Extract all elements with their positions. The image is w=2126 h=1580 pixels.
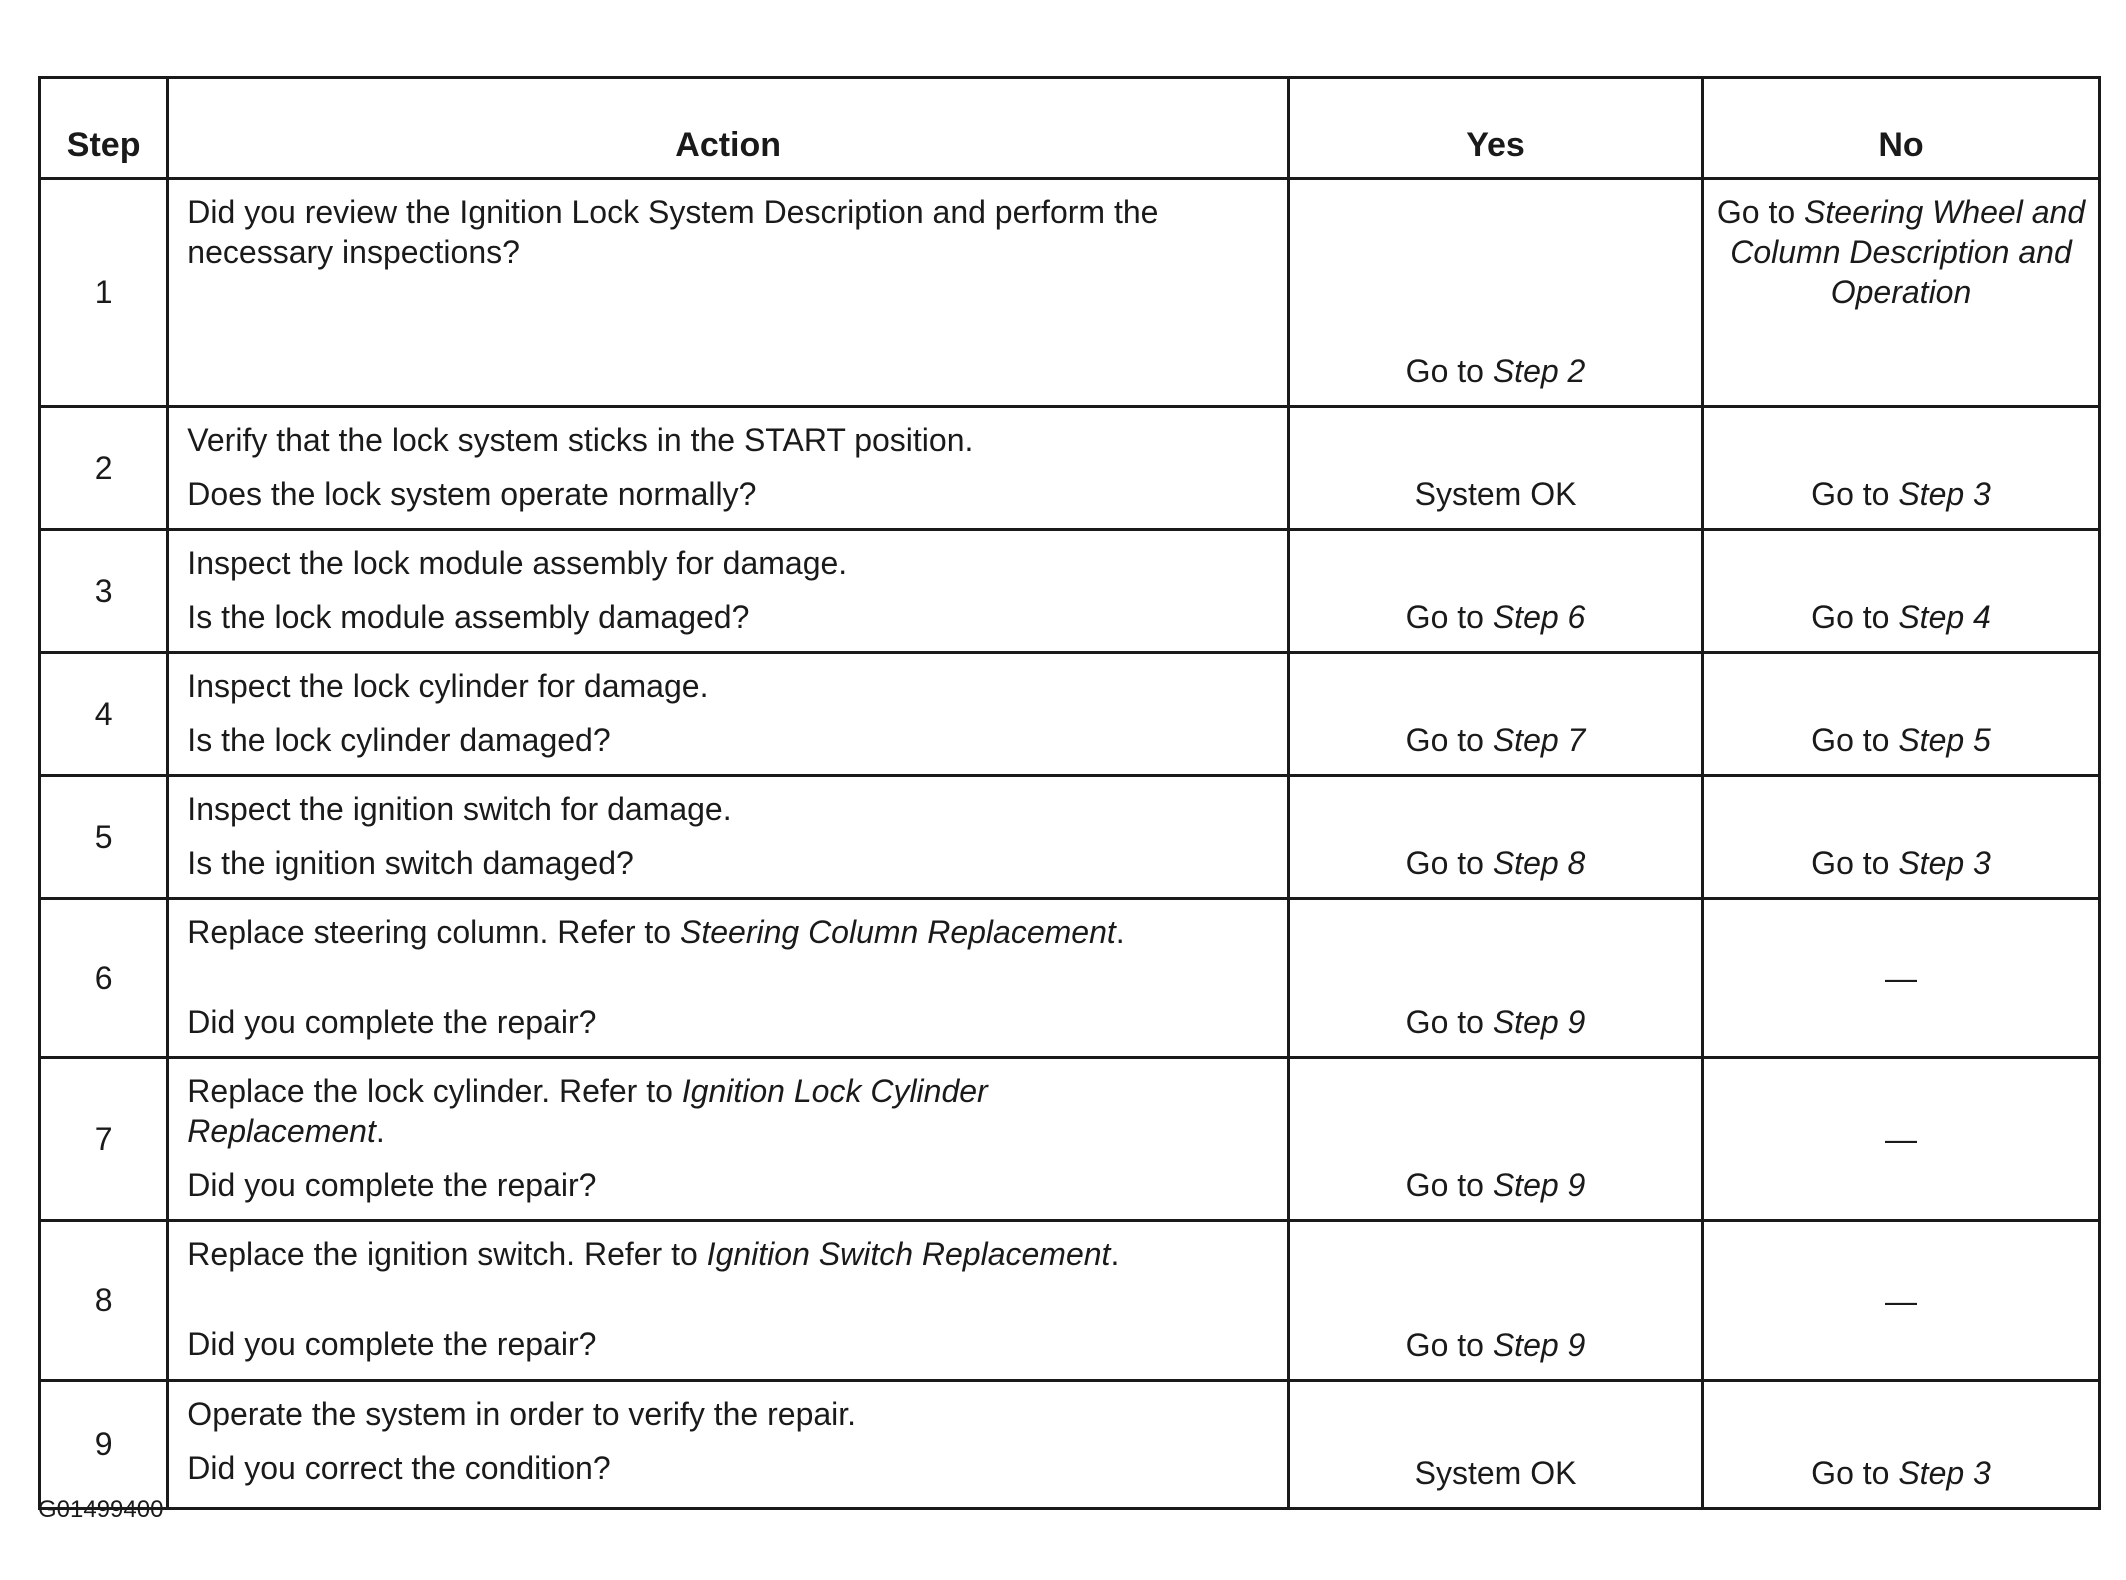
no-cell [1703, 179, 2100, 407]
table-row [40, 776, 2100, 899]
yes-cell [1289, 1221, 1703, 1381]
header-action: Action [168, 78, 1289, 179]
action-text: Verify that the lock system sticks in the START position. [187, 422, 974, 458]
yes-prefix: Go to [1405, 845, 1493, 881]
action-text [187, 912, 1271, 952]
action-suffix: . [1115, 914, 1125, 950]
yes-prefix: Go to [1405, 1167, 1493, 1203]
no-cell [1703, 1221, 2100, 1381]
action-cell [168, 407, 1289, 530]
no-prefix: Go to [1716, 194, 1805, 230]
action-prefix: Replace steering column. Refer to [187, 914, 680, 950]
table-row [40, 179, 2100, 407]
yes-prefix: System OK [1414, 476, 1577, 512]
action-cell [168, 1058, 1289, 1221]
action-prefix: Replace the lock cylinder. Refer to [187, 1073, 682, 1109]
step-number: 6 [40, 899, 168, 1058]
action-question: Is the ignition switch damaged? [187, 845, 634, 881]
step-number: 4 [40, 653, 168, 776]
action-text: Inspect the lock cylinder for damage. [187, 668, 709, 704]
table-row [40, 407, 2100, 530]
table-row [40, 1381, 2100, 1509]
no-ref: Step 5 [1898, 722, 1991, 758]
yes-ref: Step 6 [1492, 599, 1586, 635]
action-cell [168, 1221, 1289, 1381]
no-cell [1703, 653, 2100, 776]
action-cell [168, 179, 1289, 407]
no-prefix: Go to [1811, 722, 1899, 758]
header-step: Step [40, 78, 168, 179]
yes-prefix: Go to [1405, 1004, 1493, 1040]
action-text: Operate the system in order to verify the repair. [187, 1396, 857, 1432]
no-prefix: Go to [1811, 476, 1899, 512]
table-header-row [40, 78, 2100, 179]
action-ref: Ignition Lock Cylinder Replacement [187, 1073, 988, 1149]
table-row [40, 899, 2100, 1058]
yes-cell [1289, 530, 1703, 653]
yes-ref: Step 7 [1492, 722, 1586, 758]
action-cell [168, 530, 1289, 653]
table-row [40, 653, 2100, 776]
action-cell [168, 653, 1289, 776]
yes-ref: Step 8 [1492, 845, 1586, 881]
no-prefix: Go to [1811, 1455, 1899, 1491]
step-number: 3 [40, 530, 168, 653]
no-cell [1703, 776, 2100, 899]
yes-ref: Step 2 [1492, 353, 1586, 389]
no-cell [1703, 1058, 2100, 1221]
yes-cell [1289, 776, 1703, 899]
header-no: No [1703, 78, 2100, 179]
step-number: 9 [40, 1381, 168, 1509]
action-suffix: . [375, 1113, 385, 1149]
yes-ref: Step 9 [1492, 1004, 1586, 1040]
no-dash: — [1885, 1121, 1917, 1157]
action-text [187, 1071, 1271, 1151]
yes-ref: Step 9 [1492, 1327, 1586, 1363]
no-ref: Step 3 [1898, 1455, 1991, 1491]
action-question: Did you complete the repair? [187, 1004, 597, 1040]
no-prefix: Go to [1811, 845, 1899, 881]
action-text: Did you review the Ignition Lock System Description and perform the necessary inspections? [187, 194, 1159, 270]
yes-ref: Step 9 [1492, 1167, 1586, 1203]
yes-prefix: Go to [1405, 722, 1493, 758]
action-question: Is the lock cylinder damaged? [187, 722, 611, 758]
no-prefix: Go to [1811, 599, 1899, 635]
action-question: Did you complete the repair? [187, 1167, 597, 1203]
yes-prefix: Go to [1405, 599, 1493, 635]
header-yes: Yes [1289, 78, 1703, 179]
action-question: Is the lock module assembly damaged? [187, 599, 750, 635]
action-ref: Ignition Switch Replacement [706, 1236, 1111, 1272]
yes-prefix: Go to [1405, 1327, 1493, 1363]
no-cell [1703, 899, 2100, 1058]
action-cell [168, 899, 1289, 1058]
step-number: 5 [40, 776, 168, 899]
table-row [40, 1058, 2100, 1221]
action-cell [168, 776, 1289, 899]
action-prefix: Replace the ignition switch. Refer to [187, 1236, 707, 1272]
no-ref: Step 4 [1898, 599, 1991, 635]
action-text: Inspect the ignition switch for damage. [187, 791, 732, 827]
step-number: 8 [40, 1221, 168, 1381]
yes-cell [1289, 653, 1703, 776]
no-ref: Step 3 [1898, 476, 1991, 512]
yes-cell [1289, 407, 1703, 530]
action-text [187, 1234, 1271, 1274]
action-question: Did you complete the repair? [187, 1326, 597, 1362]
yes-cell [1289, 179, 1703, 407]
action-cell [168, 1381, 1289, 1509]
yes-prefix: System OK [1414, 1455, 1577, 1491]
figure-code: G01499400 [38, 1496, 164, 1523]
action-question: Does the lock system operate normally? [187, 476, 757, 512]
no-ref: Step 3 [1898, 845, 1991, 881]
no-cell [1703, 1381, 2100, 1509]
no-dash: — [1885, 960, 1917, 996]
yes-cell [1289, 899, 1703, 1058]
action-text: Inspect the lock module assembly for damage. [187, 545, 848, 581]
no-dash: — [1885, 1282, 1917, 1319]
yes-cell [1289, 1381, 1703, 1509]
step-number: 2 [40, 407, 168, 530]
step-number: 1 [40, 179, 168, 407]
table-row [40, 1221, 2100, 1381]
yes-cell [1289, 1058, 1703, 1221]
action-ref: Steering Column Replacement [679, 914, 1116, 950]
no-ref: Steering Wheel and Column Description and Operation [1730, 194, 2086, 310]
no-cell [1703, 407, 2100, 530]
diagnostic-table [38, 76, 2101, 1510]
no-cell [1703, 530, 2100, 653]
table-row [40, 530, 2100, 653]
step-number: 7 [40, 1058, 168, 1221]
yes-prefix: Go to [1405, 353, 1493, 389]
action-question: Did you correct the condition? [187, 1450, 611, 1486]
action-suffix: . [1110, 1236, 1120, 1272]
